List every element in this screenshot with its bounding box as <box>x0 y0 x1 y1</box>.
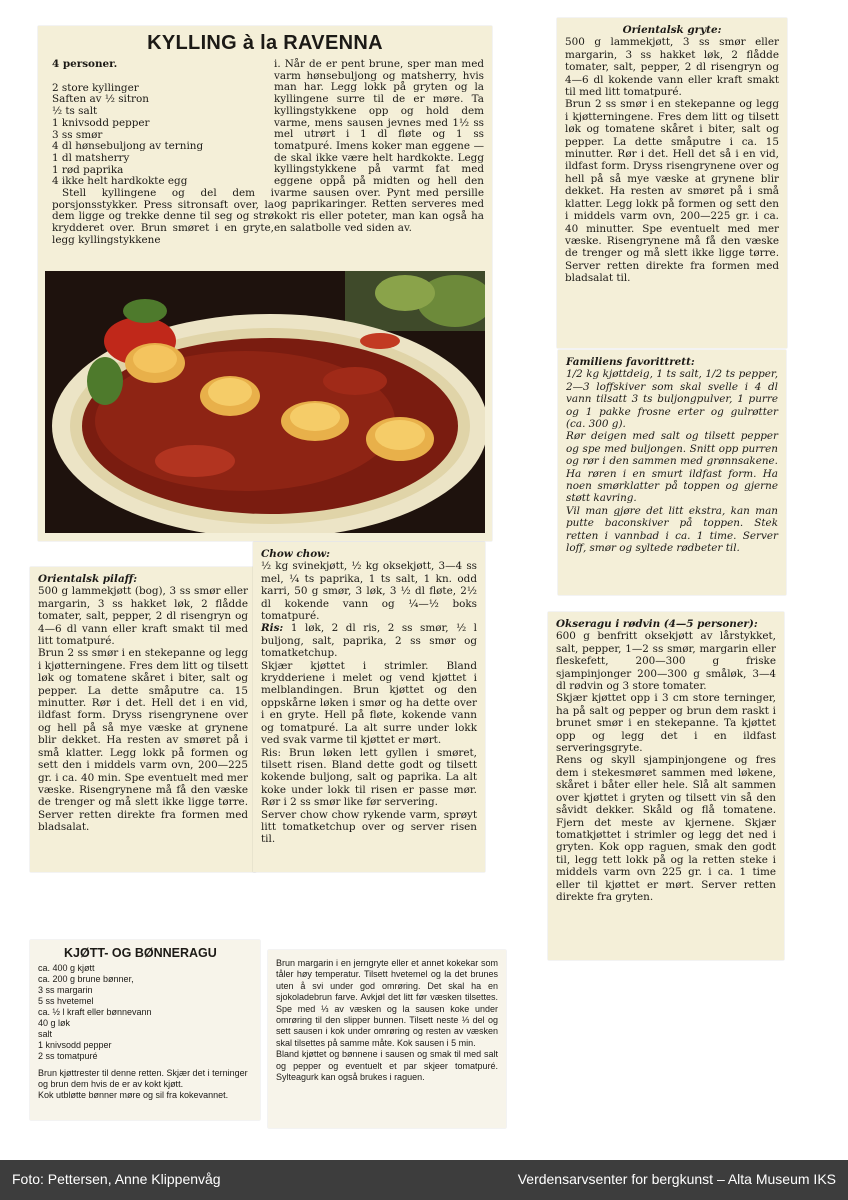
ravenna-method-left: Stell kyllingene og del dem i porsjonsstykker. Press sitronsaft over, la dem ligge og trekke denne til seg og strø krydderet over. Brun smøret i en gryte, legg kyllingstykkene <box>52 187 274 246</box>
kjott-method: Brun margarin i en jerngryte eller et annet kokekar som tåler høy temperatur. Tilsett hvetemel og la det brunes uten å svi under god omrøring. Det skal ha en sjokoladebrun farve. Avkjøl det litt før væsken tilsettes. Spe med ⅓ av væsken og la sausen koke under omrøring til den slipper bunnen. Tilsett neste ⅓ del og sett sausen i kok under omrøring og resten av væsken skal tilsettes på samme måte. Kok sausen i 5 min. Bland kjøttet og bønnene i sausen og smak til med salt og pepper og eventuelt et par skjeer tomatpuré. Sylteagurk kan også brukes i raguen. <box>276 958 498 1083</box>
familiens-title: Familiens favorittrett: <box>566 356 695 368</box>
familiens-favorittrett-clipping <box>558 350 786 595</box>
ravenna-dish-photo <box>45 271 485 533</box>
ravenna-servings: 4 personer. <box>52 58 118 70</box>
photo-credit-bar <box>0 1160 848 1200</box>
orientalsk-pilaff-clipping <box>30 567 256 872</box>
chowchow-method: Skjær kjøttet i strimler. Bland krydderiene i melet og vend kjøttet i melblandingen. Brun kjøttet og den oppskårne løken i smør og ha dette over i en gryte. Hell på fløte, kokende vann og tomatpuré. La alt surre under lokk ved svak varme til kjøttet er mørt. Ris: Brun løken lett gyllen i smøret, tilsett risen. Bland dette godt og tilsett kokende buljong, salt og paprika. La alt koke under lokk til risen er passe mør. Rør i 2 ss smør like før servering. Server chow chow rykende varm, sprøyt litt tomatketchup over og server risen til. <box>261 659 477 846</box>
kjott-ingredients: ca. 400 g kjøtt ca. 200 g brune bønner, 3 ss margarin 5 ss hvetemel ca. ½ l kraft eller bønnevann 40 g løk salt 1 knivsodd pepper 2 ss tomatpuré <box>38 963 152 1061</box>
chowchow-title: Chow chow: <box>261 548 330 560</box>
orientalsk-gryte-text: 500 g lammekjøtt, 3 ss smør eller margarin, 3 ss hakket løk, 2 flådde tomater, salt, pepper, 2 dl risengryn og 4—6 dl kokende vann eller kraft smakt til med litt tomatpuré. Brun 2 ss smør i en stekepanne og legg i kjøtterningene. Fres dem litt og tilsett løk og tomatene skåret i biter, salt og pepper. La dette småputre i ca. 15 minutter. Rør i det. Hell det så i en vid, ildfast form. Dryss risengrynene over og hell på så mye væske at grynene blir dekket. Ha resten av smøret på i små klatter. Legg lokk på formen og sett den i middels varm ovn, 200—225 gr. i ca. 40 minutter. Spe eventuelt med mer væske. Risengrynene må få den væske de trenger og må slett ikke ligge tørre. Server retten direkte fra formen med bladsalat til. <box>565 36 779 285</box>
chowchow-ris-label: Ris: <box>261 622 284 635</box>
ravenna-clipping <box>38 26 492 541</box>
dish-illustration <box>45 271 485 533</box>
kjott-note: Brun kjøttrester til denne retten. Skjær det i terninger og brun dem hvis de er av kokt kjøtt. Kok utbløtte bønner møre og sil fra kokevannet. <box>38 1068 248 1100</box>
kjott-og-bonneragu-clipping <box>30 940 260 1120</box>
kjott-og-bonneragu-method-clipping <box>268 950 506 1128</box>
okseragu-text: 600 g benfritt oksekjøtt av lårstykket, salt, pepper, 1—2 ss smør, margarin eller fleskefett, 200—300 g friske sjampinjonger 200—300 g småløk, 3—4 dl rødvin og 3 store tomater. Skjær kjøttet opp i 3 cm store terninger, ha på salt og pepper og brun dem raskt i brunet smør i en stekepanne. Ta kjøttet opp og legg det i en ildfast serveringsgryte. Rens og skyll sjampinjongene og fres dem i stekesmøret sammen med løkene, skåret i båter eller hele. Slå alt sammen over kjøttet i gryten og tilsett vin så den såvidt dekker. Skåld og flå tomatene. Fjern det meste av kjernene. Skjær tomatkjøttet i strimler og legg det ned i gryten. Kok opp raguen, smak den godt til, legg tett lokk på og la retten steke i middels varm ovn 225 gr. i ca. 1 time eller til kjøttet er mørt. Server retten direkte fra gryten. <box>556 630 776 903</box>
ravenna-method-right: i. Når de er pent brune, sper man med varm hønsebuljong og matsherry, hvis man har. Legg lokk på gryten og la kyllingene surre til de er møre. Ta kyllingstykkene opp og hold dem varme, mens sausen jevnes med 1½ ss mel utrørt i 1 dl fløte og 1 ss tomatpuré. Imens koker man eggene — de skal ikke være helt hardkokte. Legg kyllingstykkene på varmt fat med eggene oppå på midten og hell den varme sausen over. Pynt med persille og paprikaringer. Retten serveres med kokt ris eller poteter, man kan også ha en salatbolle ved siden av. <box>274 58 484 234</box>
institution-credit: Verdensarvsenter for bergkunst – Alta Museum IKS <box>517 1171 836 1187</box>
pilaff-text: 500 g lammekjøtt (bog), 3 ss smør eller margarin, 3 ss hakket løk, 2 flådde tomater, salt, pepper, 2 dl risengryn og 4—6 dl vann eller kraft smakt til med litt tomatpuré. Brun 2 ss smør i en stekepanne og legg i kjøtterningene. Fres dem litt og tilsett løk og tomatene skåret i biter, salt og pepper. La dette småputre ca. 15 minutter. Rør i det. Hell det i en vid, ildfast form. Dryss risengrynene over og hell på så mye væske at grynene blir dekket. Ha resten av smøret på i små klatter. Legg lokk på formen og sett den i middels varm ovn, 200—225 gr. i ca. 40 min. Spe eventuelt med mer væske. Risengrynene må få den væske de trenger og må slett ikke ligge tørre. Server retten direkte fra formen med bladsalat. <box>38 585 248 834</box>
ravenna-left-column <box>52 59 274 247</box>
ravenna-ingredients: 2 store kyllinger Saften av ½ sitron ½ ts salt 1 knivsodd pepper 3 ss smør 4 dl hønsebuljong av terning 1 dl matsherry 1 rød paprika 4 ikke helt hardkokte egg <box>52 81 204 188</box>
pilaff-title: Orientalsk pilaff: <box>38 573 138 585</box>
okseragu-title: Okseragu i rødvin (4—5 personer): <box>556 618 758 630</box>
orientalsk-gryte-title: Orientalsk gryte: <box>622 24 722 36</box>
chow-chow-clipping <box>253 542 485 872</box>
kjott-title: KJØTT- OG BØNNERAGU <box>64 946 217 960</box>
familiens-text: 1/2 kg kjøttdeig, 1 ts salt, 1/2 ts pepper, 2—3 loffskiver som skal svelle i 4 dl vann tilsatt 3 ts buljongpulver, 1 purre og 1 pakke frosne erter og gulrøtter (ca. 300 g). Rør deigen med salt og tilsett pepper og spe med buljongen. Snitt opp purren og rør i den sammen med grønnsakene. Ha røren i en smurt ildfast form. Ha noen smørklatter på toppen og gjerne støtt kavring. Vil man gjøre det litt ekstra, kan man putte baconskiver på toppen. Stek retten i vannbad i ca. 1 time. Server loff, smør og syltede rødbeter til. <box>566 368 778 555</box>
okseragu-clipping <box>548 612 784 960</box>
photo-credit: Foto: Pettersen, Anne Klippenvåg <box>12 1171 221 1187</box>
chowchow-ris: 1 løk, 2 dl ris, 2 ss smør, ½ l buljong, salt, paprika, 2 ss smør og tomatketchup. <box>261 622 478 660</box>
ravenna-title: KYLLING à la RAVENNA <box>147 32 383 54</box>
chowchow-ingredients: ½ kg svinekjøtt, ½ kg oksekjøtt, 3—4 ss mel, ¼ ts paprika, 1 ts salt, 1 kn. odd karri, 50 g smør, 3 løk, 3 ½ dl fløte, 2½ dl kokende vann og ¼—½ boks tomatpuré. <box>261 560 477 623</box>
orientalsk-gryte-clipping <box>557 18 787 348</box>
ravenna-right-column <box>274 59 484 235</box>
